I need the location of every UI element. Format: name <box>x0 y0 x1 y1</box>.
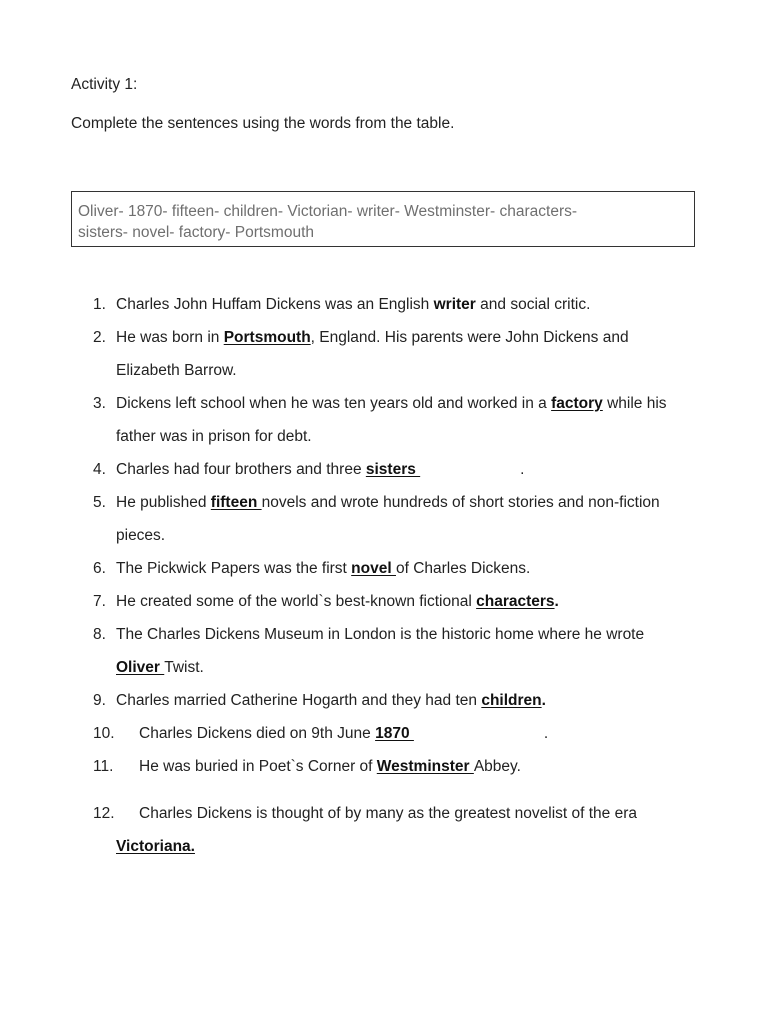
answer-word: Victoriana. <box>116 838 195 855</box>
sentence-text: Dickens left school when he was ten years old and worked in a <box>116 395 552 412</box>
sentence-number: 8. <box>93 626 106 643</box>
sentence-number: 1. <box>93 296 106 313</box>
sentence-number: 11. <box>93 758 114 775</box>
answer-word: children <box>481 692 542 709</box>
sentence-text: The Charles Dickens Museum in London is the historic home where he wrote <box>116 626 645 643</box>
answer-word: Oliver <box>116 659 165 676</box>
sentence-8 <box>0 618 768 684</box>
answer-word: Portsmouth <box>223 329 311 346</box>
word-bank-line-1: Oliver- 1870- fifteen- children- Victorian- writer- Westminster- characters- <box>78 203 578 220</box>
sentence-text: Charles John Huffam Dickens was an English <box>116 296 434 313</box>
sentence-text: novels and wrote hundreds of short stories and non-fiction pieces. <box>116 494 660 544</box>
sentence-number: 7. <box>93 593 106 610</box>
sentence-text: Abbey. <box>473 758 521 775</box>
answer-word: factory <box>551 395 603 412</box>
sentence-list <box>0 288 768 863</box>
sentence-6 <box>0 552 768 585</box>
sentence-text: . <box>554 593 559 610</box>
instruction-text: Complete the sentences using the words from the table. <box>71 115 455 132</box>
sentence-text: . <box>541 692 546 709</box>
answer-word: novel <box>351 560 396 577</box>
sentence-1 <box>0 288 768 321</box>
sentence-text: , England. His parents were John Dickens and Elizabeth Barrow. <box>116 329 629 379</box>
word-bank-box <box>71 191 695 247</box>
sentence-5 <box>0 486 768 552</box>
sentence-number: 6. <box>93 560 106 577</box>
answer-word: characters <box>476 593 555 610</box>
sentence-12 <box>0 797 768 863</box>
answer-word: Westminster <box>376 758 474 775</box>
sentence-number: 12. <box>93 805 115 822</box>
answer-word: 1870 <box>375 725 414 742</box>
word-bank-line-2: sisters- novel- factory- Portsmouth <box>78 224 315 241</box>
sentence-text: Twist. <box>164 659 204 676</box>
sentence-2 <box>0 321 768 387</box>
sentence-number: 9. <box>93 692 106 709</box>
sentence-text: and social critic. <box>475 296 591 313</box>
sentence-text: while his father was in prison for debt. <box>116 395 667 445</box>
sentence-number: 10. <box>93 725 115 742</box>
sentence-text: He created some of the world`s best-known fictional <box>116 593 477 610</box>
sentence-10 <box>0 717 768 750</box>
sentence-number: 4. <box>93 461 106 478</box>
sentence-7 <box>0 585 768 618</box>
answer-word: sisters <box>365 461 421 478</box>
sentence-4 <box>0 453 768 486</box>
sentence-number: 2. <box>93 329 106 346</box>
sentence-number: 5. <box>93 494 106 511</box>
sentence-text: Charles had four brothers and three <box>116 461 366 478</box>
answer-word: fifteen <box>210 494 262 511</box>
sentence-text: Charles Dickens died on 9th June <box>139 725 376 742</box>
sentence-text: Charles Dickens is thought of by many as the greatest novelist of the era <box>139 805 637 822</box>
sentence-11 <box>0 750 768 783</box>
sentence-text: He was born in <box>116 329 224 346</box>
sentence-9 <box>0 684 768 717</box>
sentence-number: 3. <box>93 395 106 412</box>
sentence-text: He was buried in Poet`s Corner of <box>139 758 377 775</box>
sentence-3 <box>0 387 768 453</box>
activity-heading: Activity 1: <box>71 76 138 93</box>
answer-word: writer <box>433 296 476 313</box>
sentence-text: . <box>520 461 525 478</box>
sentence-text: The Pickwick Papers was the first <box>116 560 352 577</box>
sentence-text: . <box>543 725 549 742</box>
sentence-text: Charles married Catherine Hogarth and they had ten <box>116 692 482 709</box>
sentence-text: of Charles Dickens. <box>395 560 531 577</box>
sentence-text: He published <box>116 494 211 511</box>
